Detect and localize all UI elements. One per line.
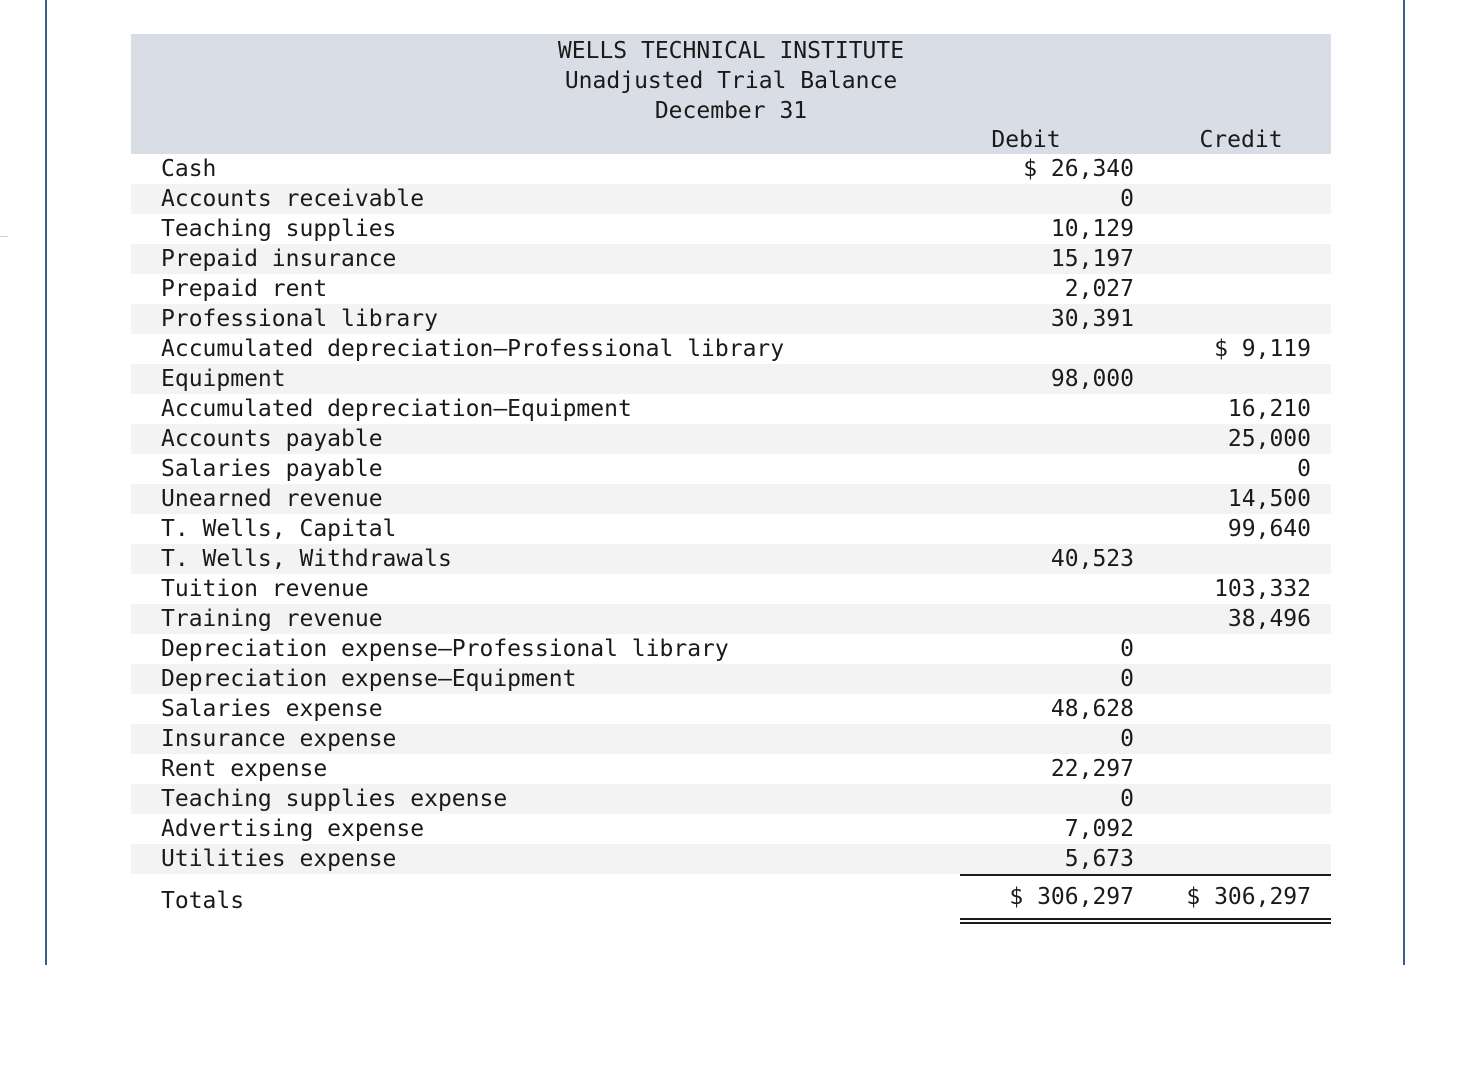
totals-double-rule-bottom [960, 922, 1331, 924]
debit-amount: 7,092 [1064, 816, 1134, 842]
debit-column-header: Debit [991, 127, 1061, 153]
account-name: Tuition revenue [161, 576, 369, 602]
credit-amount: 38,496 [1227, 606, 1311, 632]
table-row [131, 304, 1331, 334]
company-name: WELLS TECHNICAL INSTITUTE [557, 38, 905, 64]
table-row [131, 454, 1331, 484]
account-name: Teaching supplies expense [161, 786, 508, 812]
account-name: Accumulated depreciation—Professional library [161, 336, 785, 362]
account-name: Rent expense [161, 756, 328, 782]
table-row [131, 244, 1331, 274]
account-name: T. Wells, Capital [161, 516, 397, 542]
totals-double-rule-top [960, 918, 1331, 920]
debit-amount: 0 [1120, 636, 1134, 662]
account-name: Cash [161, 156, 217, 182]
account-name: Equipment [161, 366, 286, 392]
debit-amount: 10,129 [1050, 216, 1134, 242]
table-row [131, 844, 1331, 874]
debit-amount: 15,197 [1050, 246, 1134, 272]
account-name: Teaching supplies [161, 216, 397, 242]
account-name: T. Wells, Withdrawals [161, 546, 452, 572]
account-name: Depreciation expense—Equipment [161, 666, 577, 692]
debit-amount: 2,027 [1064, 276, 1134, 302]
table-row [131, 274, 1331, 304]
credit-amount: 25,000 [1227, 426, 1311, 452]
table-row [131, 424, 1331, 454]
totals-credit: $ 306,297 [1186, 884, 1311, 910]
table-row [131, 544, 1331, 574]
report-title: Unadjusted Trial Balance [564, 68, 898, 94]
debit-amount: 0 [1120, 186, 1134, 212]
debit-amount: 48,628 [1050, 696, 1134, 722]
left-frame-border [45, 0, 47, 965]
account-name: Accounts receivable [161, 186, 425, 212]
table-row [131, 724, 1331, 754]
account-name: Salaries payable [161, 456, 383, 482]
debit-amount: 30,391 [1050, 306, 1134, 332]
account-name: Accounts payable [161, 426, 383, 452]
title-block [401, 36, 1061, 126]
totals-row [131, 874, 1331, 926]
debit-amount: 0 [1120, 726, 1134, 752]
account-name: Professional library [161, 306, 438, 332]
credit-amount: $ 9,119 [1214, 336, 1311, 362]
table-row [131, 484, 1331, 514]
account-name: Unearned revenue [161, 486, 383, 512]
table-row [131, 394, 1331, 424]
table-row [131, 154, 1331, 184]
credit-amount: 16,210 [1227, 396, 1311, 422]
totals-debit: $ 306,297 [1009, 884, 1134, 910]
totals-label: Totals [161, 888, 245, 914]
trial-balance-sheet [131, 34, 1331, 926]
table-row [131, 184, 1331, 214]
table-row [131, 604, 1331, 634]
debit-amount: 5,673 [1064, 846, 1134, 872]
edge-tick [0, 236, 8, 237]
account-name: Advertising expense [161, 816, 425, 842]
table-row [131, 634, 1331, 664]
right-frame-border [1403, 0, 1405, 965]
table-row [131, 364, 1331, 394]
totals-single-rule [960, 874, 1331, 876]
table-row [131, 664, 1331, 694]
credit-amount: 103,332 [1214, 576, 1311, 602]
account-name: Depreciation expense—Professional library [161, 636, 729, 662]
account-name: Insurance expense [161, 726, 397, 752]
credit-amount: 99,640 [1227, 516, 1311, 542]
table-row [131, 574, 1331, 604]
debit-amount: 0 [1120, 786, 1134, 812]
account-name: Prepaid rent [161, 276, 328, 302]
account-name: Salaries expense [161, 696, 383, 722]
trial-balance-header [131, 34, 1331, 154]
table-row [131, 754, 1331, 784]
table-row [131, 214, 1331, 244]
account-name: Training revenue [161, 606, 383, 632]
debit-amount: 98,000 [1050, 366, 1134, 392]
table-row [131, 784, 1331, 814]
account-name: Accumulated depreciation—Equipment [161, 396, 632, 422]
debit-amount: 0 [1120, 666, 1134, 692]
debit-amount: 22,297 [1050, 756, 1134, 782]
account-name: Utilities expense [161, 846, 397, 872]
credit-amount: 14,500 [1227, 486, 1311, 512]
table-row [131, 514, 1331, 544]
account-rows [131, 154, 1331, 874]
account-name: Prepaid insurance [161, 246, 397, 272]
report-date: December 31 [654, 98, 808, 124]
table-row [131, 694, 1331, 724]
table-row [131, 334, 1331, 364]
debit-amount: $ 26,340 [1023, 156, 1134, 182]
credit-column-header: Credit [1199, 127, 1283, 153]
debit-amount: 40,523 [1050, 546, 1134, 572]
credit-amount: 0 [1297, 456, 1311, 482]
table-row [131, 814, 1331, 844]
